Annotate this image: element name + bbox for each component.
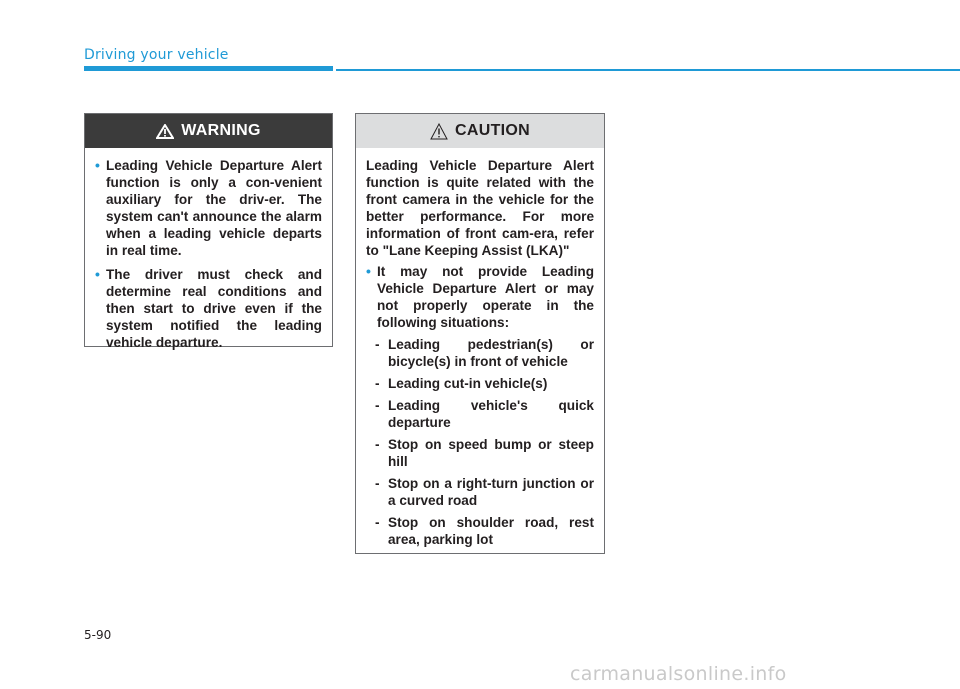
dash-mark: - — [375, 398, 380, 413]
caution-title: CAUTION — [455, 122, 530, 139]
situation-text: Leading pedestrian(s) or bicycle(s) in front of vehicle — [388, 337, 594, 369]
dash-mark: - — [375, 476, 380, 491]
caution-triangle-icon — [430, 123, 448, 140]
caution-intro: Leading Vehicle Departure Alert function is quite related with the front camera in the vehicle for the better performance. For more information of front cam-era, refer to "Lane Keeping Assist (LKA)" — [366, 158, 594, 258]
caution-body — [356, 148, 604, 548]
warning-box — [84, 113, 333, 350]
situation-item — [366, 397, 594, 431]
warning-body — [85, 148, 332, 351]
warning-bullet — [95, 157, 322, 259]
warning-bullet-text: The driver must check and determine real conditions and then start to drive even if the system notified the leading vehicle departure. — [106, 267, 322, 350]
warning-bullet-text: Leading Vehicle Departure Alert function is only a con-venient auxiliary for the driv-er. The system can't announce the alarm when a leading vehicle departs in real time. — [106, 158, 322, 258]
header-rule-thick — [84, 66, 333, 71]
dash-mark: - — [375, 515, 380, 530]
bullet-dot-icon: • — [95, 157, 100, 173]
situation-text: Leading cut-in vehicle(s) — [388, 376, 548, 391]
situation-item — [366, 475, 594, 509]
warning-bullet — [95, 266, 322, 351]
bullet-dot-icon: • — [366, 263, 371, 279]
situation-item — [366, 514, 594, 548]
warning-title: WARNING — [181, 122, 261, 139]
situation-text: Stop on speed bump or steep hill — [388, 437, 594, 469]
warning-header — [85, 114, 332, 148]
warning-triangle-icon — [156, 124, 174, 139]
situation-text: Stop on a right-turn junction or a curved road — [388, 476, 594, 508]
caution-header — [356, 114, 604, 148]
section-title: Driving your vehicle — [84, 47, 229, 63]
caution-bullet — [366, 263, 594, 331]
situation-item — [366, 375, 594, 392]
caution-bullet-text: It may not provide Leading Vehicle Departure Alert or may not properly operate in the following situations: — [377, 264, 594, 330]
dash-mark: - — [375, 437, 380, 452]
watermark-link[interactable]: carmanualsonline.info — [570, 663, 787, 685]
situation-item — [366, 336, 594, 370]
dash-mark: - — [375, 376, 380, 391]
situation-item — [366, 436, 594, 470]
situation-text: Stop on shoulder road, rest area, parking lot — [388, 515, 594, 547]
dash-mark: - — [375, 337, 380, 352]
caution-box — [355, 113, 605, 554]
page-number: 5-90 — [84, 628, 112, 642]
situation-text: Leading vehicle's quick departure — [388, 398, 594, 430]
header-rule-thin — [336, 69, 960, 71]
bullet-dot-icon: • — [95, 266, 100, 282]
